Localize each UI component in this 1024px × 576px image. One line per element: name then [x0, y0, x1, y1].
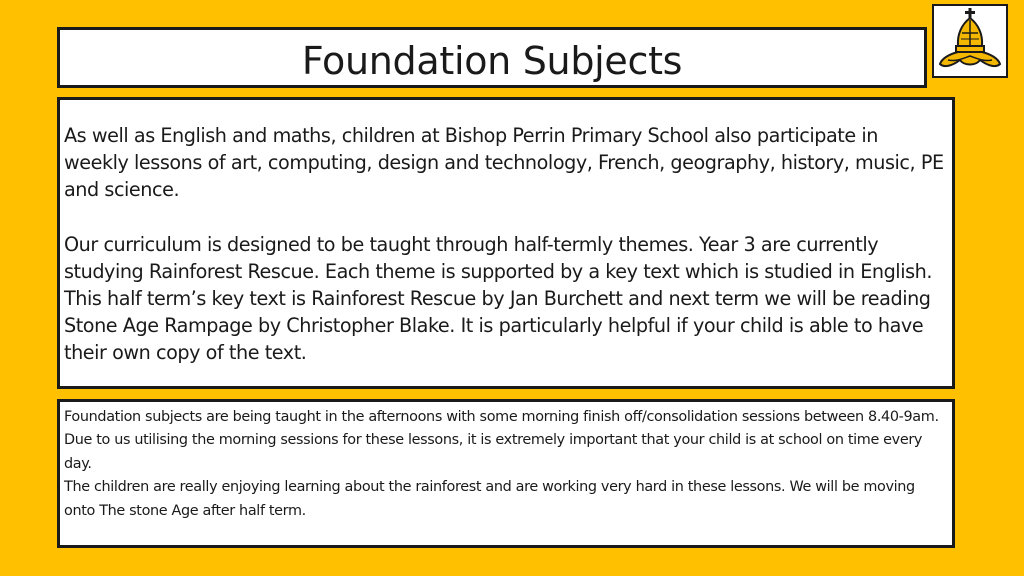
title-box — [57, 27, 927, 88]
curriculum-paragraph: Our curriculum is designed to be taught through half-termly themes. Year 3 are currently studying Rainforest Rescue. Each theme is supported by a key text which is studied in English. This half term’s key text is Rainforest Rescue by Jan Burchett and next term we will be reading Stone Age Rampage by Christopher Blake. It is particularly helpful if your child is able to have their own copy of the text. — [64, 233, 932, 364]
main-text-box — [57, 97, 955, 389]
page-title: Foundation Subjects — [301, 39, 683, 83]
note-line-1: Foundation subjects are being taught in the afternoons with some morning finish off/consolidation sessions between 8.40-9am. Due to us utilising the morning sessions for these lessons, it is extremely important that your child is at school on time every day. — [64, 409, 939, 472]
intro-paragraph: As well as English and maths, children at Bishop Perrin Primary School also participate in weekly lessons of art, computing, design and technology, French, geography, history, music, PE and science. — [64, 124, 944, 201]
note-text — [64, 406, 948, 523]
note-line-2: The children are really enjoying learning about the rainforest and are working very hard in these lessons. We will be moving onto The stone Age after half term. — [64, 479, 915, 519]
bishop-mitre-crest-icon — [934, 6, 1006, 76]
school-crest — [932, 4, 1008, 78]
note-box — [57, 399, 955, 548]
